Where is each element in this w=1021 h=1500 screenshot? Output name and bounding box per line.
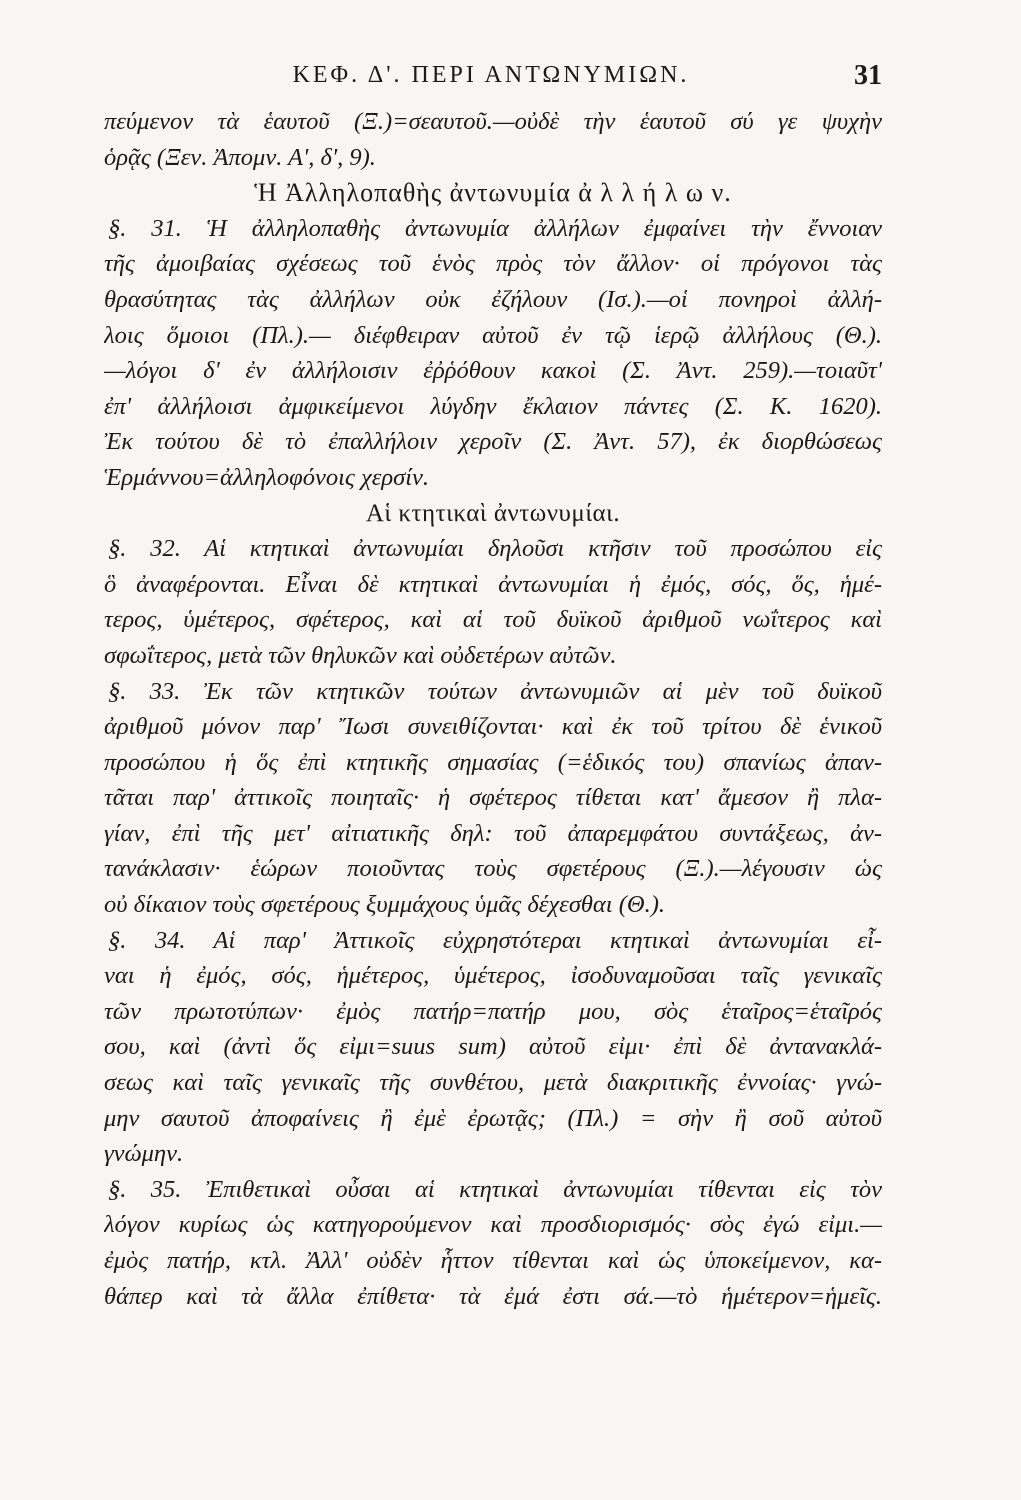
text-line: σεως καὶ ταῖς γενικαῖς τῆς συνθέτου, μετὰ διακριτικῆς ἐννοίας· γνώ-	[104, 1069, 882, 1097]
text-line: Ἑρμάννου=ἀλληλοφόνοις χερσίν.	[104, 463, 430, 491]
text-line: τῆς ἀμοιβαίας σχέσεως τοῦ ἑνὸς πρὸς τὸν ἄλλον· οἱ πρόγονοι τὰς	[104, 250, 882, 278]
running-header	[100, 62, 882, 96]
text-line: §. 33. Ἐκ τῶν κτητικῶν τούτων ἀντωνυμιῶν αἱ μὲν τοῦ δυϊκοῦ	[108, 677, 882, 705]
text-line: προσώπου ἡ ὅς ἐπὶ κτητικῆς σημασίας (=ἑδικός του) σπανίως ἀπαν-	[104, 748, 882, 776]
text-line: μην σαυτοῦ ἀποφαίνεις ἢ ἐμὲ ἐρωτᾷς; (Πλ.) = σὴν ἢ σοῦ αὐτοῦ	[104, 1104, 882, 1132]
text-line: τανάκλασιν· ἑώρων ποιοῦντας τοὺς σφετέρους (Ξ.).—λέγουσιν ὡς	[104, 855, 882, 883]
text-line: τῶν πρωτοτύπων· ἐμὸς πατήρ=πατήρ μου, σὸς ἑταῖρος=ἑταῖρός	[104, 997, 882, 1025]
text-line: γνώμην.	[104, 1140, 184, 1168]
text-line: λόγον κυρίως ὡς κατηγορούμενον καὶ προσδιορισμός· σὸς ἐγώ εἰμι.—	[104, 1211, 882, 1239]
text-line: §. 31. Ἡ ἀλληλοπαθὴς ἀντωνυμία ἀλλήλων ἐμφαίνει τὴν ἔννοιαν	[108, 214, 882, 242]
text-line: τᾶται παρ' ἀττικοῖς ποιηταῖς· ἡ σφέτερος τίθεται κατ' ἄμεσον ἢ πλα-	[104, 784, 882, 812]
text-line: §. 32. Αἱ κτητικαὶ ἀντωνυμίαι δηλοῦσι κτῆσιν τοῦ προσώπου εἰς	[108, 535, 882, 563]
text-line: θρασύτητας τὰς ἀλλήλων οὐκ ἐζήλουν (Ισ.).—οἱ πονηροὶ ἀλλή-	[104, 285, 882, 313]
text-line: πεύμενον τὰ ἑαυτοῦ (Ξ.)=σεαυτοῦ.—οὐδὲ τὴν ἑαυτοῦ σύ γε ψυχὴν	[104, 108, 882, 135]
text-line: ἐμὸς πατήρ, κτλ. Ἀλλ' οὐδὲν ἧττον τίθενται καὶ ὡς ὑποκείμενον, κα-	[104, 1247, 882, 1274]
section-heading: Ἡ Ἀλληλοπαθὴς ἀντωνυμία ἀ λ λ ή λ ω ν.	[254, 178, 732, 208]
text-line: σου, καὶ (ἀντὶ ὅς εἰμι=suus sum) αὐτοῦ εἰμι· ἐπὶ δὲ ἀντανακλά-	[104, 1033, 882, 1061]
text-line: ἐπ' ἀλλήλοισι ἀμφικείμενοι λύγδην ἔκλαιον πάντες (Σ. Κ. 1620).	[104, 392, 882, 420]
text-line: §. 34. Αἱ παρ' Ἀττικοῖς εὐχρηστότεραι κτητικαὶ ἀντωνυμίαι εἶ-	[108, 926, 882, 954]
text-line: Ἐκ τούτου δὲ τὸ ἐπαλλήλοιν χεροῖν (Σ. Ἀντ. 57), ἐκ διορθώσεως	[104, 428, 882, 456]
text-line: ναι ἡ ἐμός, σός, ἡμέτερος, ὑμέτερος, ἰσοδυναμοῦσαι ταῖς γενικαῖς	[104, 962, 882, 990]
text-line: λοις ὅμοιοι (Πλ.).— διέφθειραν αὐτοῦ ἐν τῷ ἱερῷ ἀλλήλους (Θ.).	[104, 321, 882, 349]
section-heading: Αἱ κτητικαὶ ἀντωνυμίαι.	[365, 499, 621, 527]
text-line: γίαν, ἐπὶ τῆς μετ' αἰτιατικῆς δηλ: τοῦ ἀπαρεμφάτου συντάξεως, ἀν-	[104, 819, 882, 847]
text-line: §. 35. Ἐπιθετικαὶ οὖσαι αἱ κτητικαὶ ἀντωνυμίαι τίθενται εἰς τὸν	[108, 1175, 882, 1203]
text-line: ἀριθμοῦ μόνον παρ' Ἴωσι συνειθίζονται· καὶ ἐκ τοῦ τρίτου δὲ ἑνικοῦ	[104, 713, 882, 741]
text-line: σφωΐτερος, μετὰ τῶν θηλυκῶν καὶ οὐδετέρων αὐτῶν.	[104, 641, 617, 669]
text-line: θάπερ καὶ τὰ ἄλλα ἐπίθετα· τὰ ἐμά ἐστι σά.—τὸ ἡμέτερον=ἡμεῖς.	[104, 1282, 882, 1310]
text-line: —λόγοι δ' ἐν ἀλλήλοισιν ἐῤῥόθουν κακοὶ (Σ. Ἀντ. 259).—τοιαῦτ'	[104, 357, 882, 385]
text-line: ὃ ἀναφέρονται. Εἶναι δὲ κτητικαὶ ἀντωνυμίαι ἡ ἐμός, σός, ὅς, ἡμέ-	[104, 570, 882, 598]
text-line: ὁρᾷς (Ξεν. Ἀπομν. Α', δ', 9).	[104, 143, 376, 171]
body-text	[104, 104, 882, 1314]
text-line: τερος, ὑμέτερος, σφέτερος, καὶ αἱ τοῦ δυϊκοῦ ἀριθμοῦ νωΐτερος καὶ	[104, 606, 882, 634]
page-number: 31	[854, 60, 882, 91]
chapter-title: ΚΕΦ. Δ'. ΠΕΡΙ ΑΝΤΩΝΥΜΙΩΝ.	[292, 62, 690, 88]
text-line: οὐ δίκαιον τοὺς σφετέρους ξυμμάχους ὑμᾶς δέχεσθαι (Θ.).	[104, 891, 665, 919]
